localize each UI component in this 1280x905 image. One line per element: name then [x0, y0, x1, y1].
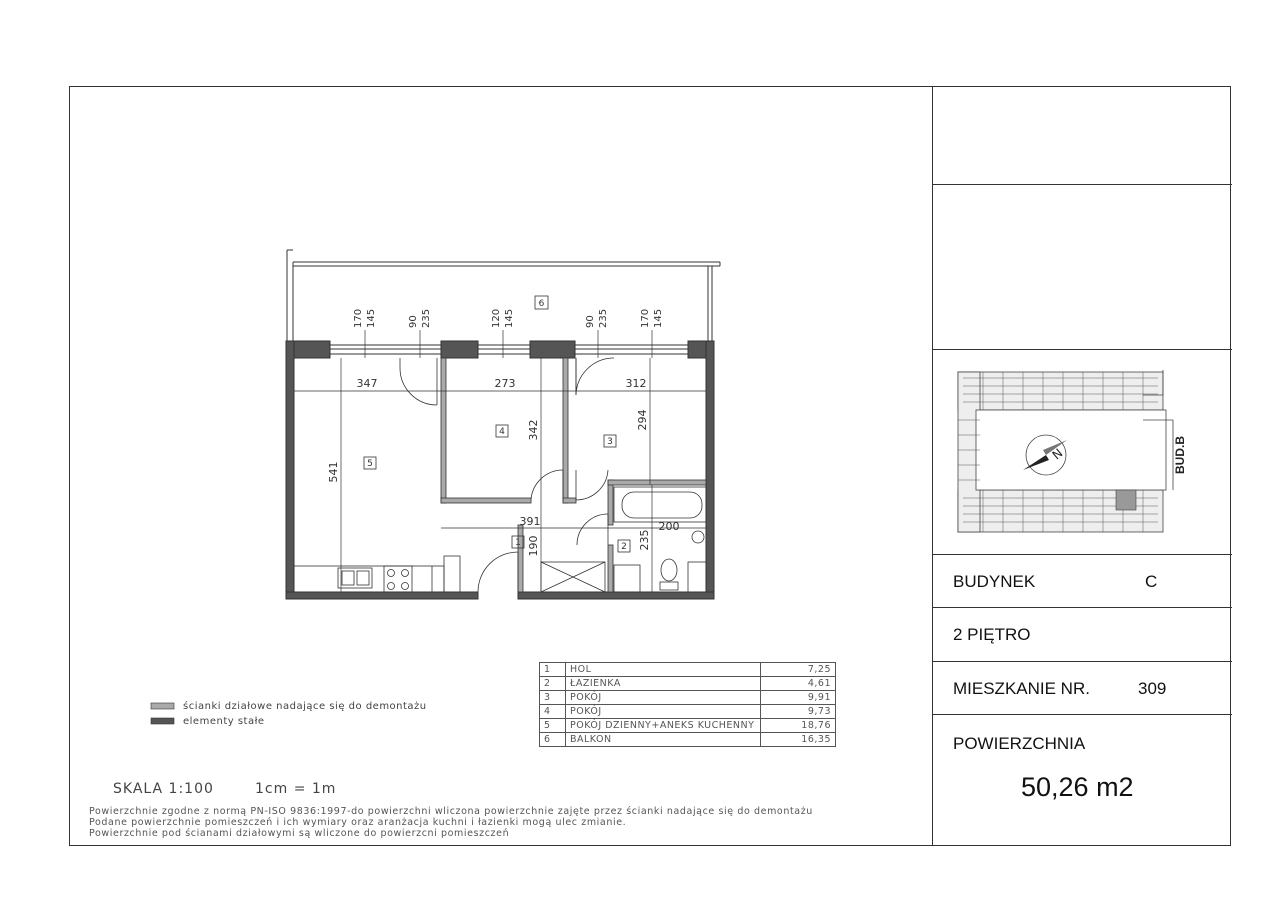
partition-walls: [441, 358, 706, 592]
dim-342: 342: [527, 419, 540, 441]
legend-swatch-dark: [151, 718, 174, 724]
room-tag-4: [496, 425, 508, 437]
room-tag-6: [535, 296, 548, 309]
title-block: [932, 86, 1231, 846]
room-area-cell: 9,73: [761, 705, 836, 719]
area-value: 50,26 m2: [1021, 772, 1134, 802]
dim-347: 347: [356, 377, 378, 390]
building-label: BUDYNEK: [953, 572, 1036, 591]
notes: [89, 806, 813, 839]
win-dim-145: 145: [504, 308, 515, 328]
win-dim-90: 90: [585, 315, 596, 328]
scale-unit: 1cm = 1m: [255, 781, 337, 797]
washing-machine: [614, 565, 640, 592]
win-dim-170: 170: [353, 308, 364, 328]
floor-label: 2 PIĘTRO: [953, 625, 1031, 644]
toilet: [660, 559, 678, 590]
building-value: C: [1145, 572, 1158, 591]
room-number-cell: 2: [540, 677, 566, 691]
win-dim-120: 120: [491, 308, 502, 328]
dimension-lines: [294, 330, 706, 592]
win-dim-90: 90: [408, 315, 419, 328]
room-tag-5: [364, 457, 376, 469]
svg-text:N: N: [1049, 445, 1066, 463]
door-swings: [400, 358, 614, 592]
area-label: POWIERZCHNIA: [953, 734, 1086, 753]
kitchen-counter: [294, 556, 460, 592]
rooms-table-row: [540, 663, 836, 677]
room-area-cell: 9,91: [761, 691, 836, 705]
win-dim-145: 145: [653, 308, 664, 328]
svg-text:5: 5: [367, 459, 373, 469]
rooms-table-row: [540, 733, 836, 747]
room-number-cell: 1: [540, 663, 566, 677]
bathtub: [614, 487, 706, 522]
building-row: [933, 555, 1232, 608]
rooms-table-row: [540, 719, 836, 733]
bathroom-cabinet: [688, 562, 706, 592]
dim-190: 190: [527, 535, 540, 557]
note-line-3: Powierzchnie pod ścianami działowymi są wliczone do powierzcni pomieszczeń: [89, 828, 510, 839]
apartment-label: MIESZKANIE NR.: [953, 679, 1090, 698]
scale-text: SKALA 1:100: [113, 781, 214, 797]
room-area-cell: 7,25: [761, 663, 836, 677]
win-dim-235: 235: [421, 308, 432, 328]
dim-294: 294: [636, 409, 649, 431]
title-block-row-empty-1: [933, 86, 1232, 185]
room-area-cell: 18,76: [761, 719, 836, 733]
washbasin: [692, 531, 704, 543]
win-dim-145: 145: [366, 308, 377, 328]
windows: [330, 345, 688, 354]
apartment-row: [933, 662, 1232, 715]
dim-391: 391: [519, 515, 541, 528]
room-tag-2: [618, 540, 630, 552]
site-plan-map: [933, 350, 1232, 555]
dim-200: 200: [658, 520, 680, 533]
rooms-table-row: [540, 691, 836, 705]
dim-312: 312: [625, 377, 647, 390]
room-name-cell: HOL: [566, 663, 761, 677]
room-number-cell: 3: [540, 691, 566, 705]
svg-text:3: 3: [607, 437, 613, 447]
room-name-cell: POKÓJ: [566, 705, 761, 719]
room-name-cell: ŁAZIENKA: [566, 677, 761, 691]
legend-light-label: ścianki działowe nadające się do demontażu: [183, 701, 427, 712]
room-name-cell: POKÓJ DZIENNY+ANEKS KUCHENNY: [566, 719, 761, 733]
room-name-cell: BALKON: [566, 733, 761, 747]
area-row: [933, 715, 1232, 846]
room-number-cell: 4: [540, 705, 566, 719]
dim-235: 235: [638, 529, 651, 551]
dim-273: 273: [494, 377, 516, 390]
room-tag-3: [604, 435, 616, 447]
shower-tray: [541, 562, 605, 592]
win-dim-235: 235: [598, 308, 609, 328]
rooms-table: [539, 662, 836, 747]
svg-text:1: 1: [515, 538, 521, 548]
room-name-cell: POKÓJ: [566, 691, 761, 705]
legend-dark-label: elementy stałe: [183, 716, 265, 727]
rooms-table-row: [540, 677, 836, 691]
room-number-cell: 5: [540, 719, 566, 733]
apartment-value: 309: [1138, 679, 1167, 698]
note-line-2: Podane powierzchnie pomieszczeń i ich wymiary oraz aranżacja kuchni i łazienki mogą ulec zmianie.: [89, 817, 627, 828]
note-line-1: Powierzchnie zgodne z normą PN-ISO 9836:1997-do powierzchni wliczona powierzchnie zajęte przez ścianki nadające się do demontażu: [89, 806, 813, 817]
rooms-table-row: [540, 705, 836, 719]
room-area-cell: 16,35: [761, 733, 836, 747]
site-plan-highlight: [1116, 490, 1136, 510]
site-plan-cell: [933, 350, 1232, 555]
win-dim-170: 170: [640, 308, 651, 328]
legend-swatch-light: [151, 703, 174, 709]
title-block-row-empty-2: [933, 185, 1232, 350]
floor-row: [933, 608, 1232, 662]
dim-541: 541: [327, 461, 340, 483]
room-number-cell: 6: [540, 733, 566, 747]
svg-text:4: 4: [499, 427, 505, 437]
bud-b-label: BUD.B: [1173, 436, 1187, 474]
svg-text:2: 2: [621, 542, 627, 552]
svg-text:6: 6: [538, 299, 545, 309]
room-area-cell: 4,61: [761, 677, 836, 691]
